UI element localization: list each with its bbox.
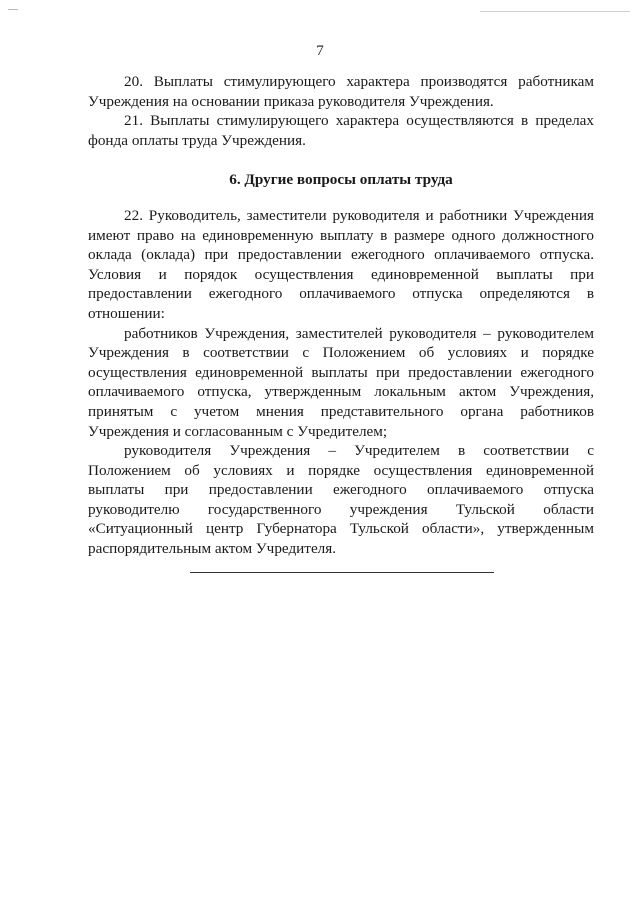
paragraph-22: 22. Руководитель, заместители руководителя и работники Учреждения имеют право на единовременную выплату в размере одного должностного оклада (оклада) при предоставлении ежегодного оплачиваемого отпуска. Условия и порядок осуществления единовременной выплаты при предоставлении ежегодного оплачиваемого отпуска определяются в отношении: — [88, 206, 594, 322]
paragraph-22-head: руководителя Учреждения – Учредителем в соответствии с Положением об условиях и порядке осуществления единовременной выплаты при предоставлении ежегодного оплачиваемого отпуска руководителю государственного учреждения Тульской области «Ситуационный центр Губернатора Тульской области», утвержденным распорядительным актом Учредителя. — [88, 442, 594, 558]
paragraph-21: 21. Выплаты стимулирующего характера осуществляются в пределах фонда оплаты труда Учреждения. — [88, 112, 594, 149]
document-body — [88, 72, 594, 559]
end-separator-line — [190, 572, 494, 573]
scan-artifact-top-right — [480, 11, 630, 12]
scan-artifact-top-left — [8, 9, 18, 10]
page-number: 7 — [316, 43, 324, 59]
paragraph-20: 20. Выплаты стимулирующего характера производятся работникам Учреждения на основании приказа руководителя Учреждения. — [88, 73, 594, 110]
paragraph-22-workers: работников Учреждения, заместителей руководителя – руководителем Учреждения в соответствии с Положением об условиях и порядке осуществления единовременной выплаты при предоставлении ежегодного оплачиваемого отпуска, утвержденным локальным актом Учреждения, принятым с учетом мнения представительного органа работников Учреждения и согласованным с Учредителем; — [88, 324, 594, 440]
section-heading: 6. Другие вопросы оплаты труда — [229, 171, 453, 189]
